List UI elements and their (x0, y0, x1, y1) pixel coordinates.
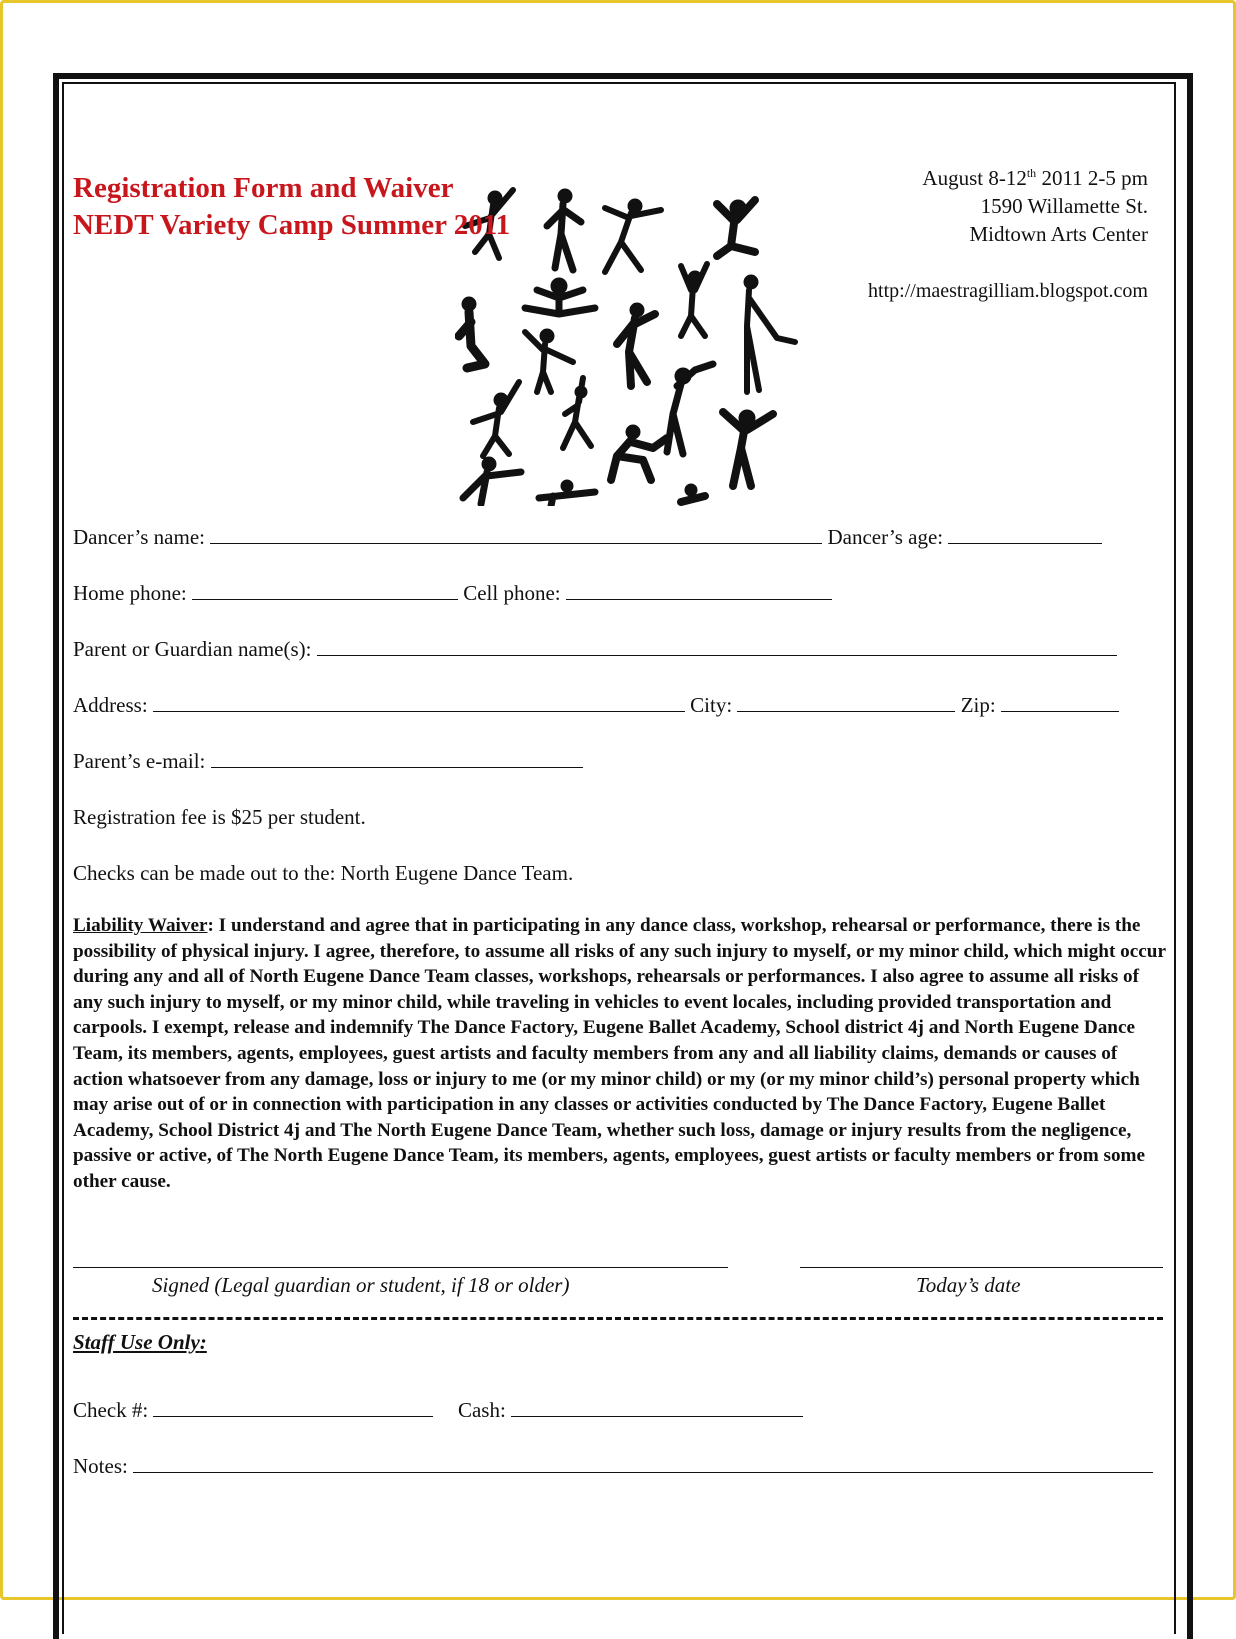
dancer-figure-15 (723, 410, 773, 486)
liability-waiver (73, 913, 1168, 1195)
dancer-figure-9 (744, 275, 795, 392)
dancer-figure-11 (667, 364, 713, 454)
parent-email-row (73, 748, 583, 774)
address-label: Address: (73, 693, 148, 717)
title-line-2: NEDT Variety Camp Summer 2011 (73, 209, 511, 241)
dancer-figure-14 (611, 425, 667, 480)
notes-label: Notes: (73, 1454, 128, 1478)
notes-field[interactable] (133, 1454, 1153, 1473)
dancer-figure-5 (459, 297, 485, 368)
parent-name-field[interactable] (317, 637, 1117, 656)
cell-phone-label: Cell phone: (463, 581, 561, 605)
date-field[interactable] (800, 1267, 1163, 1268)
checks-text: Checks can be made out to the: North Eugene Dance Team. (73, 861, 574, 885)
zip-label: Zip: (960, 693, 996, 717)
liability-waiver-label: Liability Waiver (73, 915, 208, 936)
dancer-figure-8 (681, 264, 707, 336)
cut-line-divider (73, 1317, 1163, 1320)
home-phone-label: Home phone: (73, 581, 187, 605)
city-label: City: (690, 693, 733, 717)
dancer-name-row (73, 524, 1102, 550)
cash-label: Cash: (457, 1398, 506, 1422)
dancer-figure-7 (617, 303, 655, 386)
dancer-figure-6 (525, 278, 595, 314)
address-field[interactable] (153, 693, 685, 712)
dancer-figure-2 (547, 189, 581, 270)
cash-field[interactable] (511, 1398, 803, 1417)
signature-label: Signed (Legal guardian or student, if 18 or older) (152, 1273, 570, 1297)
address-row (73, 692, 1119, 718)
signature-field[interactable] (73, 1267, 728, 1268)
check-number-field[interactable] (153, 1398, 433, 1417)
blog-url: http://maestragilliam.blogspot.com (868, 280, 1148, 302)
dancer-figure-10 (525, 329, 573, 392)
dancer-age-label: Dancer’s age: (827, 525, 944, 549)
dancer-figure-3 (605, 199, 661, 272)
staff-heading: Staff Use Only: (73, 1330, 207, 1354)
notes-row (73, 1453, 1153, 1479)
dancer-age-field[interactable] (948, 525, 1102, 544)
dancer-figure-13 (563, 378, 591, 448)
parent-email-field[interactable] (211, 749, 583, 768)
check-label: Check #: (73, 1398, 149, 1422)
payment-row (73, 1397, 803, 1423)
zip-field[interactable] (1001, 693, 1119, 712)
dancer-figure-12 (473, 382, 519, 456)
event-date: August 8-12th 2011 2-5 pm (922, 166, 1148, 190)
phone-row (73, 580, 832, 606)
dancer-figure-17 (539, 480, 595, 506)
title-line-1: Registration Form and Waiver (73, 172, 454, 204)
parent-name-row (73, 636, 1117, 662)
parent-name-label: Parent or Guardian name(s): (73, 637, 312, 661)
event-address: 1590 Willamette St. (980, 194, 1148, 218)
dancer-figure-4 (717, 200, 755, 256)
parent-email-label: Parent’s e-mail: (73, 749, 206, 773)
form-title (73, 170, 510, 244)
dancer-name-label: Dancer’s name: (73, 525, 205, 549)
dancer-figure-16 (463, 457, 521, 504)
dancer-name-field[interactable] (210, 525, 822, 544)
event-venue: Midtown Arts Center (969, 222, 1148, 246)
home-phone-field[interactable] (192, 581, 458, 600)
date-label: Today’s date (916, 1273, 1021, 1297)
event-info (922, 164, 1148, 248)
fee-text: Registration fee is $25 per student. (73, 805, 366, 829)
city-field[interactable] (737, 693, 955, 712)
liability-waiver-text: : I understand and agree that in participating in any dance class, workshop, rehearsal or performance, there is the possibility of physical injury. I agree, therefore, to assume all risks of any such injury to myself, or my minor child, which might occur during any and all of North Eugene Dance Team classes, workshops, rehearsals or performances. I also agree to assume all risks of any such injury to myself, or my minor child, while traveling in vehicles to event locales, including provided transportation and carpools. I exempt, release and indemnify The Dance Factory, Eugene Ballet Academy, School district 4j and North Eugene Dance Team, its members, agents, employees, guest artists and faculty members from any and all liability claims, demands or causes of action whatsoever from any damage, loss or injury to me (or my minor child) or my (or my minor child’s) personal property which may arise out of or in connection with participation in any classes or activities conducted by The Dance Factory, Eugene Ballet Academy, School District 4j and The North Eugene Dance Team, whether such loss, damage or injury results from the negligence, passive or active, of The North Eugene Dance Team, its members, agents, employees, guest artists or faculty members or from some other cause. (73, 915, 1166, 1192)
cell-phone-field[interactable] (566, 581, 832, 600)
dancer-figure-18 (681, 484, 705, 502)
